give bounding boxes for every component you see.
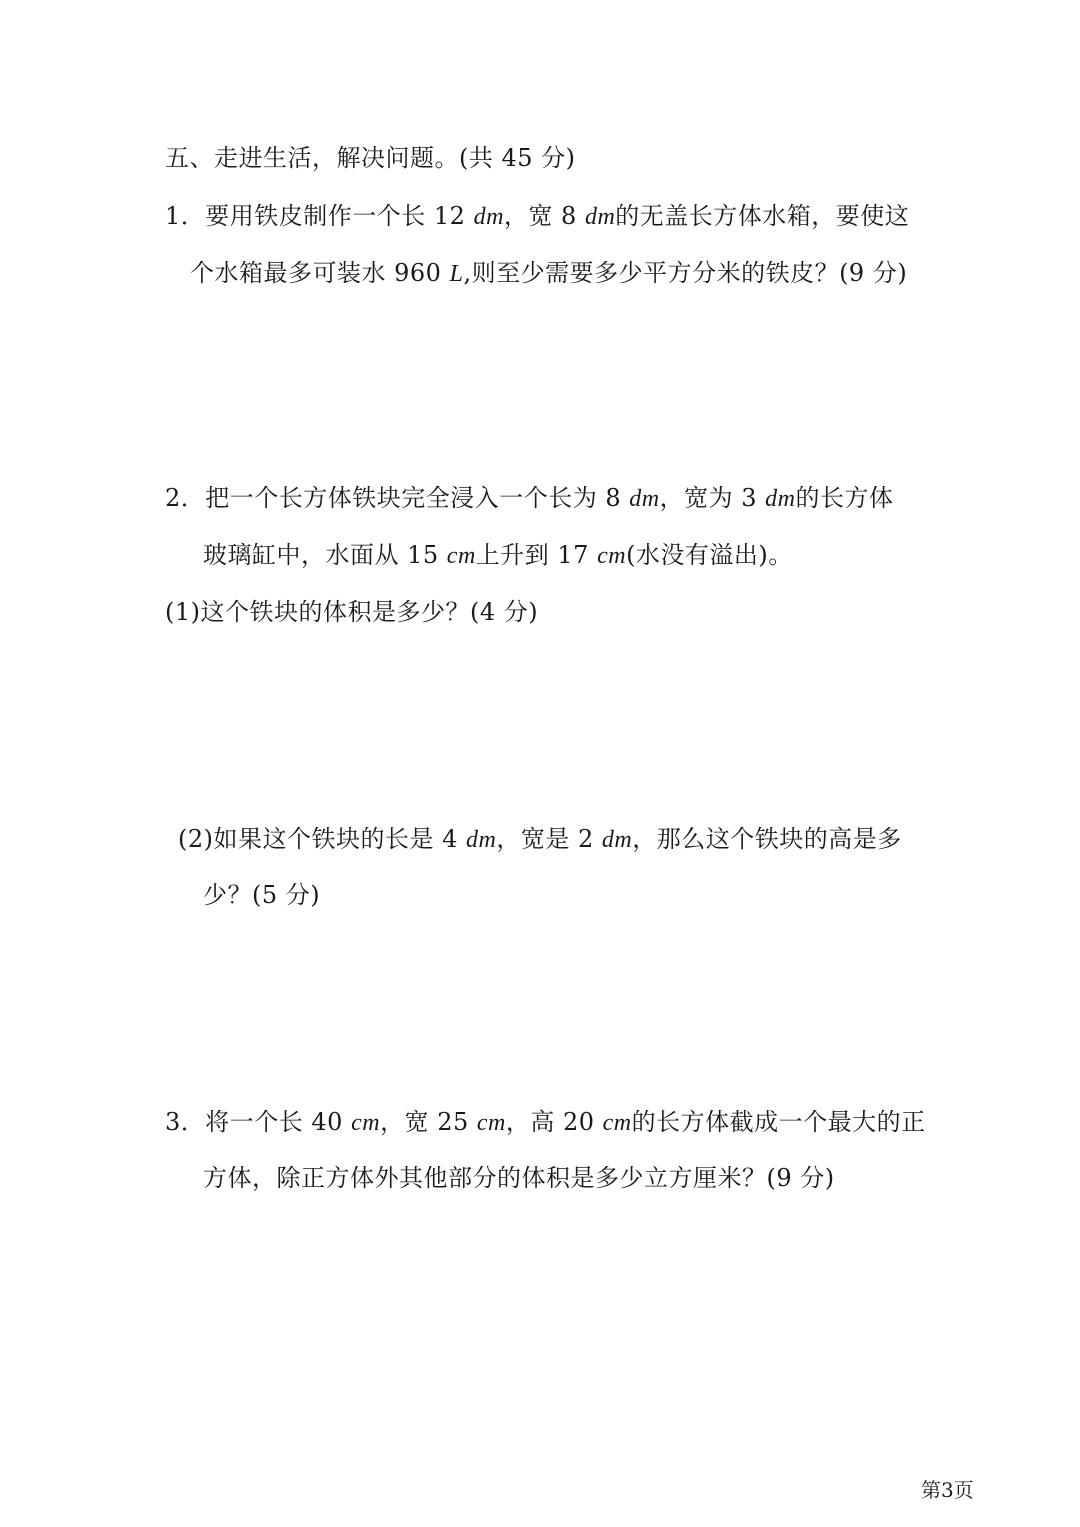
- unit-dm: dm: [629, 486, 660, 512]
- unit-cm: cm: [351, 1110, 381, 1136]
- q1-text-d: 个水箱最多可装水 960: [190, 259, 450, 287]
- q2-text-e: 上升到 17: [475, 541, 598, 569]
- question-2-line-1: [165, 483, 894, 514]
- q3-text-a: 3．将一个长 40: [165, 1108, 352, 1136]
- question-2-sub-2-line-2: 少？(5 分): [203, 881, 321, 909]
- q3-text-c: ，高 20: [505, 1108, 603, 1136]
- q3-text-b: ，宽 25: [380, 1108, 477, 1136]
- unit-dm: dm: [466, 827, 497, 853]
- q1-text-b: ，宽 8: [503, 202, 585, 230]
- q2-sub2-text-a: (2)如果这个铁块的长是 4: [178, 825, 467, 853]
- q2-text-c: 的长方体: [795, 484, 894, 512]
- q2-sub2-text-b: ，宽是 2: [496, 825, 602, 853]
- question-2-line-2: [203, 540, 793, 571]
- unit-dm: dm: [584, 204, 616, 230]
- question-2-sub-2-line-1: [178, 824, 902, 855]
- question-3-line-1: [165, 1107, 926, 1138]
- page-number: 第3页: [921, 1478, 974, 1502]
- q3-text-d: 的长方体截成一个最大的正: [631, 1108, 926, 1136]
- question-2-sub-1: (1)这个铁块的体积是多少？(4 分): [165, 598, 539, 626]
- unit-cm: cm: [476, 1110, 506, 1136]
- q1-text-a: 1．要用铁皮制作一个长 12: [165, 202, 474, 230]
- question-1-line-1: [165, 201, 909, 232]
- unit-dm: dm: [601, 827, 633, 853]
- unit-dm: dm: [765, 486, 796, 512]
- q2-sub2-text-c: ，那么这个铁块的高是多: [632, 825, 902, 853]
- q2-text-d: 玻璃缸中，水面从 15: [203, 541, 447, 569]
- question-3-line-2: 方体，除正方体外其他部分的体积是多少立方厘米？(9 分): [203, 1164, 835, 1192]
- q1-text-c: 的无盖长方体水箱，要使这: [615, 202, 910, 230]
- unit-cm: cm: [597, 543, 627, 569]
- unit-cm: cm: [446, 543, 476, 569]
- unit-liter: L: [449, 261, 464, 287]
- section-heading: 五、走进生活，解决问题。(共 45 分): [165, 144, 576, 172]
- q2-text-f: (水没有溢出)。: [626, 541, 793, 569]
- q2-text-a: 2．把一个长方体铁块完全浸入一个长为 8: [165, 484, 630, 512]
- unit-cm: cm: [602, 1110, 632, 1136]
- question-1-line-2: [190, 258, 907, 289]
- q1-text-e: ,则至少需要多少平方分米的铁皮？(9 分): [463, 259, 908, 287]
- unit-dm: dm: [473, 204, 504, 230]
- q2-text-b: ，宽为 3: [659, 484, 766, 512]
